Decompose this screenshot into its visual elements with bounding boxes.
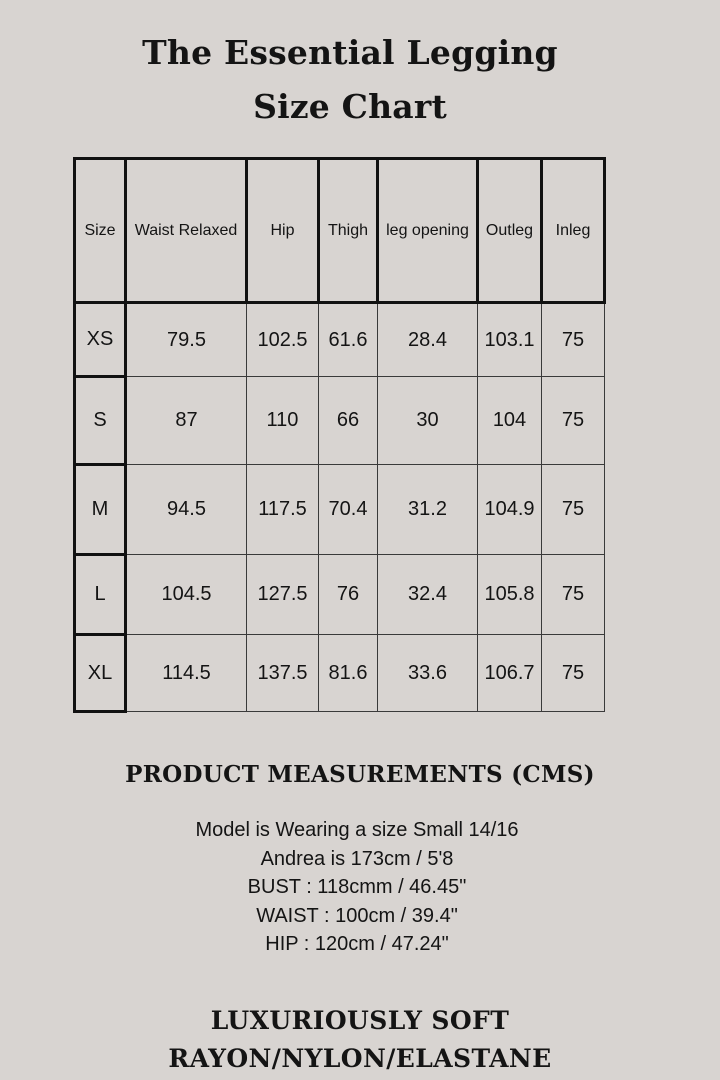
leg-opening-cell: 28.4 — [378, 303, 478, 377]
inleg-cell: 75 — [542, 377, 605, 465]
size-chart-table — [73, 157, 606, 713]
column-header-inleg: Inleg — [542, 159, 605, 303]
hip-cell: 117.5 — [247, 465, 319, 555]
waist-cell: 104.5 — [126, 555, 247, 635]
hip-cell: 102.5 — [247, 303, 319, 377]
model-height-line: Andrea is 173cm / 5'8 — [260, 847, 454, 870]
leg-opening-cell: 32.4 — [378, 555, 478, 635]
column-header-thigh: Thigh — [319, 159, 378, 303]
outleg-cell: 103.1 — [478, 303, 542, 377]
size-cell: L — [75, 555, 126, 635]
model-bust-line: BUST : 118cmm / 46.45" — [247, 876, 467, 898]
column-header-outleg: Outleg — [478, 159, 542, 303]
thigh-cell: 70.4 — [319, 465, 378, 555]
measurements-heading: PRODUCT MEASUREMENTS (CMS) — [125, 761, 595, 788]
table-row — [75, 555, 605, 635]
size-cell: XL — [75, 635, 126, 712]
model-waist-line: WAIST : 100cm / 39.4" — [256, 904, 458, 927]
leg-opening-cell: 30 — [378, 377, 478, 465]
hip-cell: 127.5 — [247, 555, 319, 635]
outleg-cell: 106.7 — [478, 635, 542, 712]
waist-cell: 79.5 — [126, 303, 247, 377]
leg-opening-cell: 33.6 — [378, 635, 478, 712]
thigh-cell: 76 — [319, 555, 378, 635]
page-title: The Essential Legging — [142, 33, 558, 72]
size-cell: S — [75, 377, 126, 465]
inleg-cell: 75 — [542, 465, 605, 555]
table-row — [75, 377, 605, 465]
inleg-cell: 75 — [542, 635, 605, 712]
table-row — [75, 635, 605, 712]
hip-cell: 110 — [247, 377, 319, 465]
size-cell: M — [75, 465, 126, 555]
model-size-line: Model is Wearing a size Small 14/16 — [195, 819, 519, 841]
model-hip-line: HIP : 120cm / 47.24" — [265, 933, 449, 955]
column-header-waist: Waist Relaxed — [126, 159, 247, 303]
waist-cell: 114.5 — [126, 635, 247, 712]
fabric-tagline: LUXURIOUSLY SOFT — [210, 1006, 510, 1035]
model-info-list — [0, 816, 714, 959]
page-subtitle: Size Chart — [253, 87, 447, 126]
table-row — [75, 303, 605, 377]
size-cell: XS — [75, 303, 126, 377]
inleg-cell: 75 — [542, 303, 605, 377]
table-row — [75, 465, 605, 555]
hip-cell: 137.5 — [247, 635, 319, 712]
thigh-cell: 66 — [319, 377, 378, 465]
outleg-cell: 105.8 — [478, 555, 542, 635]
fabric-composition: RAYON/NYLON/ELASTANE — [168, 1044, 552, 1073]
column-header-hip: Hip — [247, 159, 319, 303]
outleg-cell: 104.9 — [478, 465, 542, 555]
column-header-leg-opening: leg opening — [378, 159, 478, 303]
waist-cell: 87 — [126, 377, 247, 465]
outleg-cell: 104 — [478, 377, 542, 465]
waist-cell: 94.5 — [126, 465, 247, 555]
column-header-size: Size — [75, 159, 126, 303]
table-header-row — [75, 159, 605, 303]
thigh-cell: 81.6 — [319, 635, 378, 712]
thigh-cell: 61.6 — [319, 303, 378, 377]
leg-opening-cell: 31.2 — [378, 465, 478, 555]
inleg-cell: 75 — [542, 555, 605, 635]
